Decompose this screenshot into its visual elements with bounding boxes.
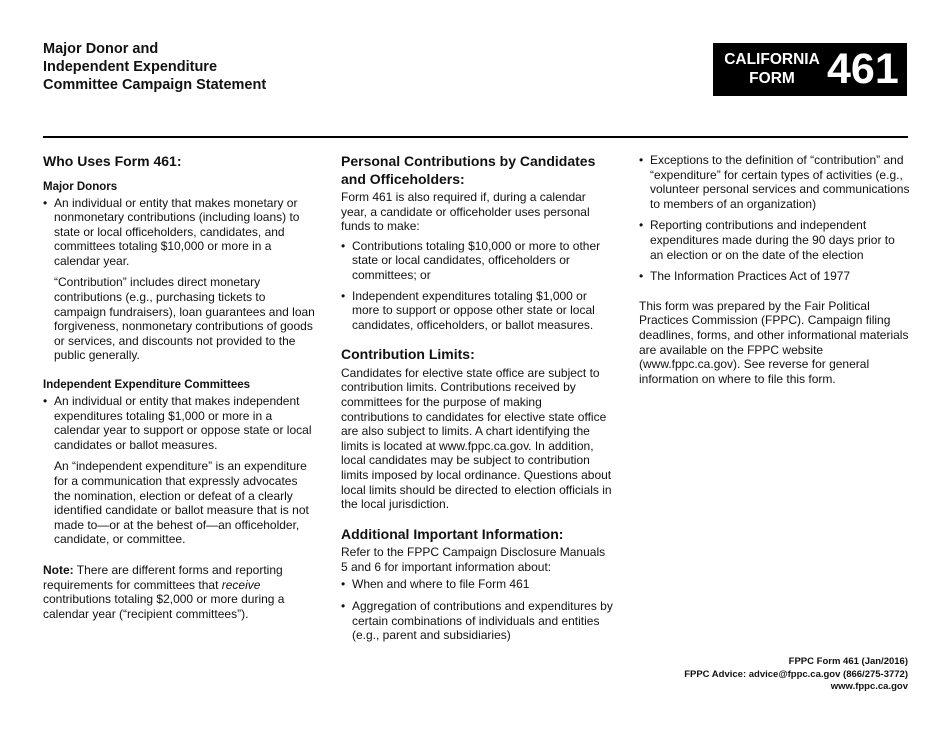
additional-info-heading: Additional Important Information: <box>341 525 564 542</box>
additional-intro: Refer to the FPPC Campaign Disclosure Manuals 5 and 6 for important information about: <box>341 545 606 574</box>
column-info <box>639 153 911 386</box>
additional-bullet-text: When and where to file Form 461 <box>352 577 530 592</box>
list-item <box>43 196 315 269</box>
info-bullet-text: Exceptions to the definition of “contribution” and “expenditure” for certain types of activities (e.g., volunteer personal services and communications to members of an organization) <box>650 153 910 211</box>
list-item <box>639 218 911 262</box>
personal-bullet-text: Contributions totaling $10,000 or more to other state or local candidates, officeholders or committees; or <box>352 238 601 282</box>
badge-label <box>719 50 825 88</box>
bullet-icon: • <box>639 153 644 167</box>
badge-state: CALIFORNIA <box>724 51 820 68</box>
iec-text: An individual or entity that makes independent expenditures totaling $1,000 or more in a calendar year to support or oppose state or local candidates or ballot measures. <box>54 394 312 452</box>
note-text: contributions totaling $2,000 or more during a calendar year (“recipient committees”). <box>43 592 285 621</box>
bullet-icon: • <box>341 599 346 614</box>
badge-number: 461 <box>827 45 899 93</box>
major-donors-text: An individual or entity that makes monetary or nonmonetary contributions (including loans) to state or local officeholders, candidates, and committees totaling $10,000 or more in a calendar year. <box>54 195 300 268</box>
note-paragraph <box>43 563 315 621</box>
footer-advice-contact: FPPC Advice: advice@fppc.ca.gov (866/275-3772) <box>684 668 908 680</box>
contribution-limits-heading: Contribution Limits: <box>341 346 475 363</box>
form-title-line: Major Donor and <box>43 41 159 57</box>
bullet-icon: • <box>341 238 346 253</box>
personal-bullet-text: Independent expenditures totaling $1,000 or more to support or oppose other state or local candidates, officeholders, or ballot measures. <box>352 288 595 332</box>
footer-website: www.fppc.ca.gov <box>830 681 908 692</box>
prepared-by-text: This form was prepared by the Fair Political Practices Commission (FPPC). Campaign filing deadlines, forms, and other informational materials are available on the FPPC website (www.fppc.ca.gov). See reverse for general information on where to file this form. <box>639 298 909 386</box>
list-item <box>639 269 911 284</box>
major-donors-heading: Major Donors <box>43 180 118 193</box>
bullet-icon: • <box>43 195 48 210</box>
list-item <box>341 239 613 283</box>
form-number-badge <box>713 43 907 96</box>
bullet-icon: • <box>639 269 644 284</box>
personal-intro: Form 461 is also required if, during a calendar year, a candidate or officeholder uses personal funds to make: <box>341 190 590 234</box>
who-uses-heading: Who Uses Form 461: <box>43 153 182 169</box>
badge-form: FORM <box>749 70 795 87</box>
list-item <box>639 153 911 211</box>
contribution-limits-text: Candidates for elective state office are subject to contribution limits. Contributions received by committees for the purpose of making contributions to candidates for elective state office are also subject to limits. A chart identifying the limits is located at www.fppc.ca.gov. In addition, local candidates may be subject to contribution limits imposed by local ordinance. Questions about local limits should be directed to election officials in the local jurisdiction. <box>341 365 612 512</box>
list-item <box>43 394 315 452</box>
form-title <box>43 40 403 94</box>
contribution-definition: “Contribution” includes direct monetary contributions (e.g., purchasing tickets to campaign fundraisers), loan guarantees and loan forgiveness, nonmonetary contributions of goods or services, and discounts not provided to the public generally. <box>54 275 315 363</box>
header-divider <box>43 136 908 138</box>
info-bullet-text: Reporting contributions and independent expenditures made during the 90 days prior to an election or on the date of the election <box>650 218 895 262</box>
iec-heading: Independent Expenditure Committees <box>43 379 251 392</box>
column-contributions <box>341 153 613 643</box>
form-title-line: Independent Expenditure <box>43 59 218 75</box>
note-label: Note: <box>43 562 74 577</box>
note-text: There are different forms and reporting requirements for committees that <box>43 562 283 592</box>
personal-contributions-heading: Personal Contributions by Candidates and Officeholders: <box>341 153 596 187</box>
bullet-icon: • <box>341 577 346 592</box>
bullet-icon: • <box>639 218 644 233</box>
list-item <box>341 577 613 592</box>
footer-form-version: FPPC Form 461 (Jan/2016) <box>788 656 908 667</box>
bullet-icon: • <box>341 288 346 303</box>
additional-bullet-text: Aggregation of contributions and expenditures by certain combinations of individuals and entities (e.g., parent and subsidiaries) <box>352 599 613 643</box>
list-item <box>341 289 613 333</box>
ie-definition: An “independent expenditure” is an expenditure for a communication that expressly advocates the nomination, election or defeat of a clearly identified candidate or ballot measure that is not made to—or at the behest of—an officeholder, candidate, or committee. <box>54 459 309 547</box>
note-emphasis: receive <box>221 577 261 592</box>
column-who-uses <box>43 153 315 621</box>
list-item <box>341 599 613 643</box>
info-bullet-text: The Information Practices Act of 1977 <box>650 269 851 284</box>
bullet-icon: • <box>43 394 48 409</box>
form-footer <box>684 656 908 694</box>
form-title-line: Committee Campaign Statement <box>43 77 267 93</box>
